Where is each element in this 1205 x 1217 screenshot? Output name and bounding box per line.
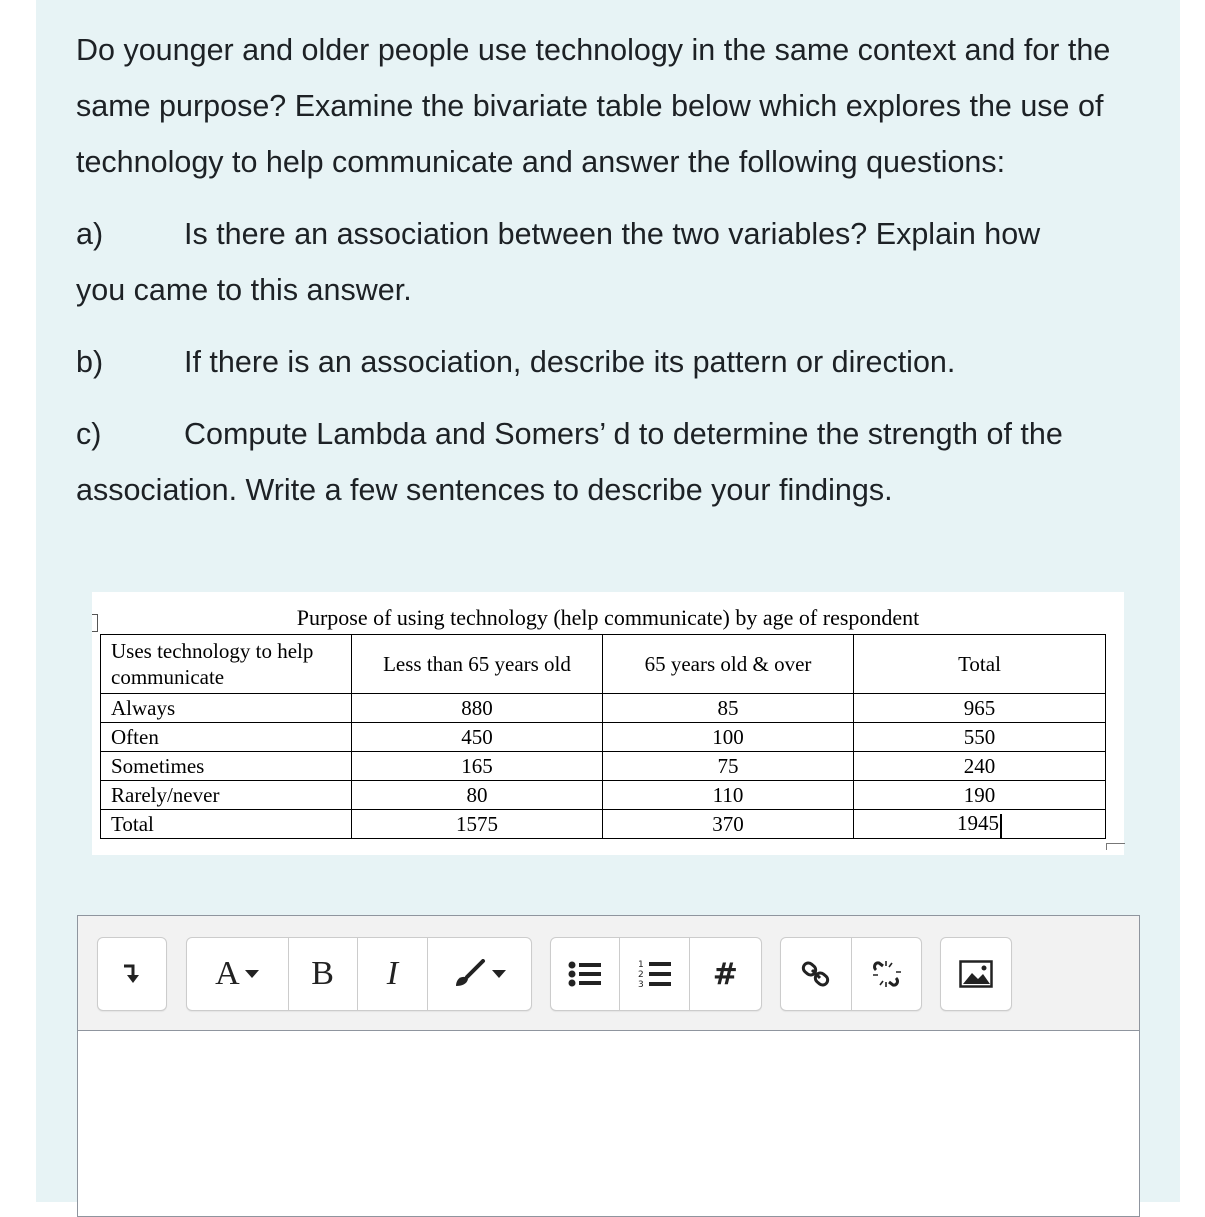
editor-content-area[interactable] xyxy=(78,1031,1139,1216)
row-label: Often xyxy=(101,723,352,752)
collapse-toolbar-button[interactable] xyxy=(98,938,166,1010)
equation-button[interactable] xyxy=(690,938,761,1010)
ordered-list-icon xyxy=(638,959,672,989)
question-part-a xyxy=(76,206,1136,262)
table-cell-value: 1945 xyxy=(957,811,999,836)
table-row xyxy=(101,752,1106,781)
question-part-b xyxy=(76,334,1136,390)
question-part-a-cont: you came to this answer. xyxy=(76,273,412,307)
table-cell: 165 xyxy=(352,752,603,781)
insert-image-button[interactable] xyxy=(941,938,1011,1010)
unordered-list-icon xyxy=(568,960,602,988)
table-cell: 110 xyxy=(603,781,854,810)
table-cell: 190 xyxy=(854,781,1106,810)
font-color-icon: A xyxy=(215,955,240,992)
row-label: Sometimes xyxy=(101,752,352,781)
row-label: Total xyxy=(101,810,352,839)
header-cell: Total xyxy=(854,635,1106,694)
table-cell xyxy=(854,810,1106,839)
svg-text:1: 1 xyxy=(637,960,644,970)
editor-toolbar xyxy=(78,916,1139,1031)
table-cell: 85 xyxy=(603,694,854,723)
question-text xyxy=(76,22,1136,518)
row-label: Rarely/never xyxy=(101,781,352,810)
text-cursor xyxy=(1000,814,1002,838)
unlink-icon xyxy=(870,958,902,990)
toolbar-group-collapse xyxy=(97,937,167,1011)
crosstab-table xyxy=(100,634,1106,839)
table-header-row xyxy=(101,635,1106,694)
table-cell: 1575 xyxy=(352,810,603,839)
table-row xyxy=(101,694,1106,723)
font-color-button[interactable] xyxy=(187,938,289,1010)
toolbar-group-style xyxy=(186,937,532,1011)
image-icon xyxy=(959,960,993,988)
header-cell: 65 years old & over xyxy=(603,635,854,694)
table-row xyxy=(101,781,1106,810)
part-label: a) xyxy=(76,217,104,251)
link-icon xyxy=(800,958,832,990)
table-cell: 965 xyxy=(854,694,1106,723)
table-cell: 75 xyxy=(603,752,854,781)
part-text: Is there an association between the two variables? Explain how xyxy=(184,217,1041,251)
table-image xyxy=(92,592,1124,855)
unlink-button[interactable] xyxy=(852,938,922,1010)
unordered-list-button[interactable] xyxy=(551,938,620,1010)
part-label: c) xyxy=(76,417,102,451)
table-cell: 550 xyxy=(854,723,1106,752)
toolbar-group-lists xyxy=(550,937,762,1011)
collapse-icon xyxy=(122,963,142,985)
table-cell: 240 xyxy=(854,752,1106,781)
part-label: b) xyxy=(76,345,104,379)
table-row xyxy=(101,723,1106,752)
table-cell: 100 xyxy=(603,723,854,752)
toolbar-group-links xyxy=(780,937,922,1011)
row-label: Always xyxy=(101,694,352,723)
table-row xyxy=(101,810,1106,839)
dropdown-caret-icon xyxy=(244,969,260,979)
table-corner-mark xyxy=(1106,843,1125,850)
bold-button[interactable] xyxy=(289,938,358,1010)
table-cell: 880 xyxy=(352,694,603,723)
equation-icon: # xyxy=(712,956,738,992)
question-intro: Do younger and older people use technology in the same context and for the same purpose? Examine the bivariate table below which explores the use of technology to help communicate and answer the following questions: xyxy=(76,33,1111,179)
part-text: Compute Lambda and Somers’ d to determine the strength of the xyxy=(184,417,1063,451)
header-cell: Less than 65 years old xyxy=(352,635,603,694)
table-caption: Purpose of using technology (help communicate) by age of respondent xyxy=(296,605,920,630)
italic-button[interactable] xyxy=(358,938,429,1010)
question-part-c xyxy=(76,406,1136,462)
dropdown-caret-icon xyxy=(491,969,507,979)
table-cell: 370 xyxy=(603,810,854,839)
question-part-c-cont: association. Write a few sentences to describe your findings. xyxy=(76,473,893,507)
svg-text:3: 3 xyxy=(637,980,644,989)
answer-editor xyxy=(77,915,1140,1217)
link-button[interactable] xyxy=(781,938,852,1010)
part-text: If there is an association, describe its pattern or direction. xyxy=(184,345,956,379)
bold-icon: B xyxy=(311,955,334,992)
style-brush-icon xyxy=(453,959,489,989)
ordered-list-button[interactable] xyxy=(620,938,689,1010)
table-cell: 80 xyxy=(352,781,603,810)
italic-icon: I xyxy=(386,955,399,992)
svg-text:2: 2 xyxy=(637,970,644,980)
toolbar-group-media xyxy=(940,937,1012,1011)
table-cell: 450 xyxy=(352,723,603,752)
header-cell: Uses technology to help communicate xyxy=(101,635,352,694)
style-brush-button[interactable] xyxy=(428,938,531,1010)
